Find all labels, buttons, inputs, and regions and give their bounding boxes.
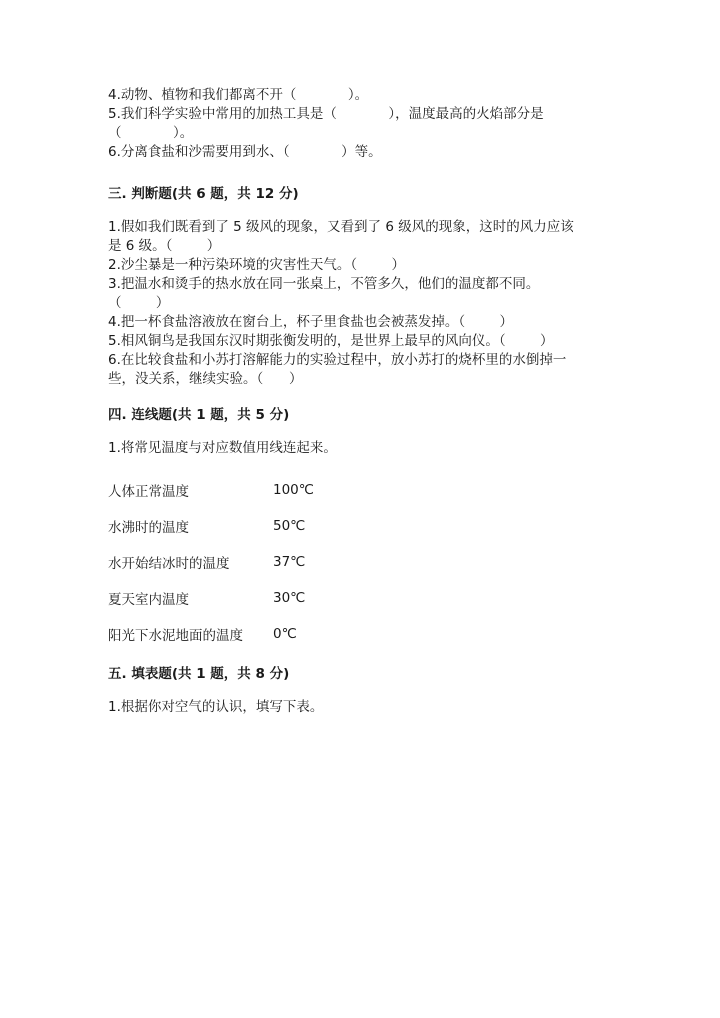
match-right-item: 100℃ [273,482,314,498]
match-row [108,472,608,508]
match-left-item: 水沸时的温度 [108,520,189,536]
question-line: 6.分离食盐和沙需要用到水、（ ）等。 [108,144,382,160]
match-row [108,616,608,652]
question-line: 1.假如我们既看到了 5 级风的现象，又看到了 6 级风的现象，这时的风力应该 [108,219,574,235]
match-left-item: 人体正常温度 [108,484,189,500]
matching-table [108,472,608,652]
question-line: （ ）。 [108,125,194,141]
question-line: 5.相风铜鸟是我国东汉时期张衡发明的，是世界上最早的风向仪。（ ） [108,333,554,349]
match-row [108,580,608,616]
match-left-item: 阳光下水泥地面的温度 [108,628,243,644]
question-line: 3.把温水和烫手的热水放在同一张桌上，不管多久，他们的温度都不同。 [108,276,540,292]
section-heading-matching: 四. 连线题(共 1 题，共 5 分) [108,407,290,423]
matching-question: 1.将常见温度与对应数值用线连起来。 [108,440,337,456]
match-left-item: 夏天室内温度 [108,592,189,608]
match-right-item: 50℃ [273,518,306,534]
match-right-item: 30℃ [273,590,306,606]
question-line: 6.在比较食盐和小苏打溶解能力的实验过程中，放小苏打的烧杯里的水倒掉一 [108,352,567,368]
judgement-questions [108,218,608,389]
question-line: 是 6 级。（ ） [108,238,221,254]
question-line: 5.我们科学实验中常用的加热工具是（ ），温度最高的火焰部分是 [108,106,544,122]
section-heading-table-fill: 五. 填表题(共 1 题，共 8 分) [108,666,290,682]
question-line: 些，没关系，继续实验。（ ） [108,371,303,387]
match-right-item: 0℃ [273,626,297,642]
question-line: 4.把一杯食盐溶液放在窗台上，杯子里食盐也会被蒸发掉。（ ） [108,314,513,330]
question-line: 2.沙尘暴是一种污染环境的灾害性天气。（ ） [108,257,405,273]
exam-page [108,86,608,717]
question-line: 4.动物、植物和我们都离不开（ ）。 [108,87,369,103]
table-fill-question: 1.根据你对空气的认识，填写下表。 [108,699,324,715]
match-row [108,508,608,544]
fill-blank-tail [108,86,608,162]
match-right-item: 37℃ [273,554,306,570]
match-left-item: 水开始结冰时的温度 [108,556,230,572]
question-line: （ ） [108,295,170,311]
section-heading-judgement: 三. 判断题(共 6 题，共 12 分) [108,186,299,202]
match-row [108,544,608,580]
